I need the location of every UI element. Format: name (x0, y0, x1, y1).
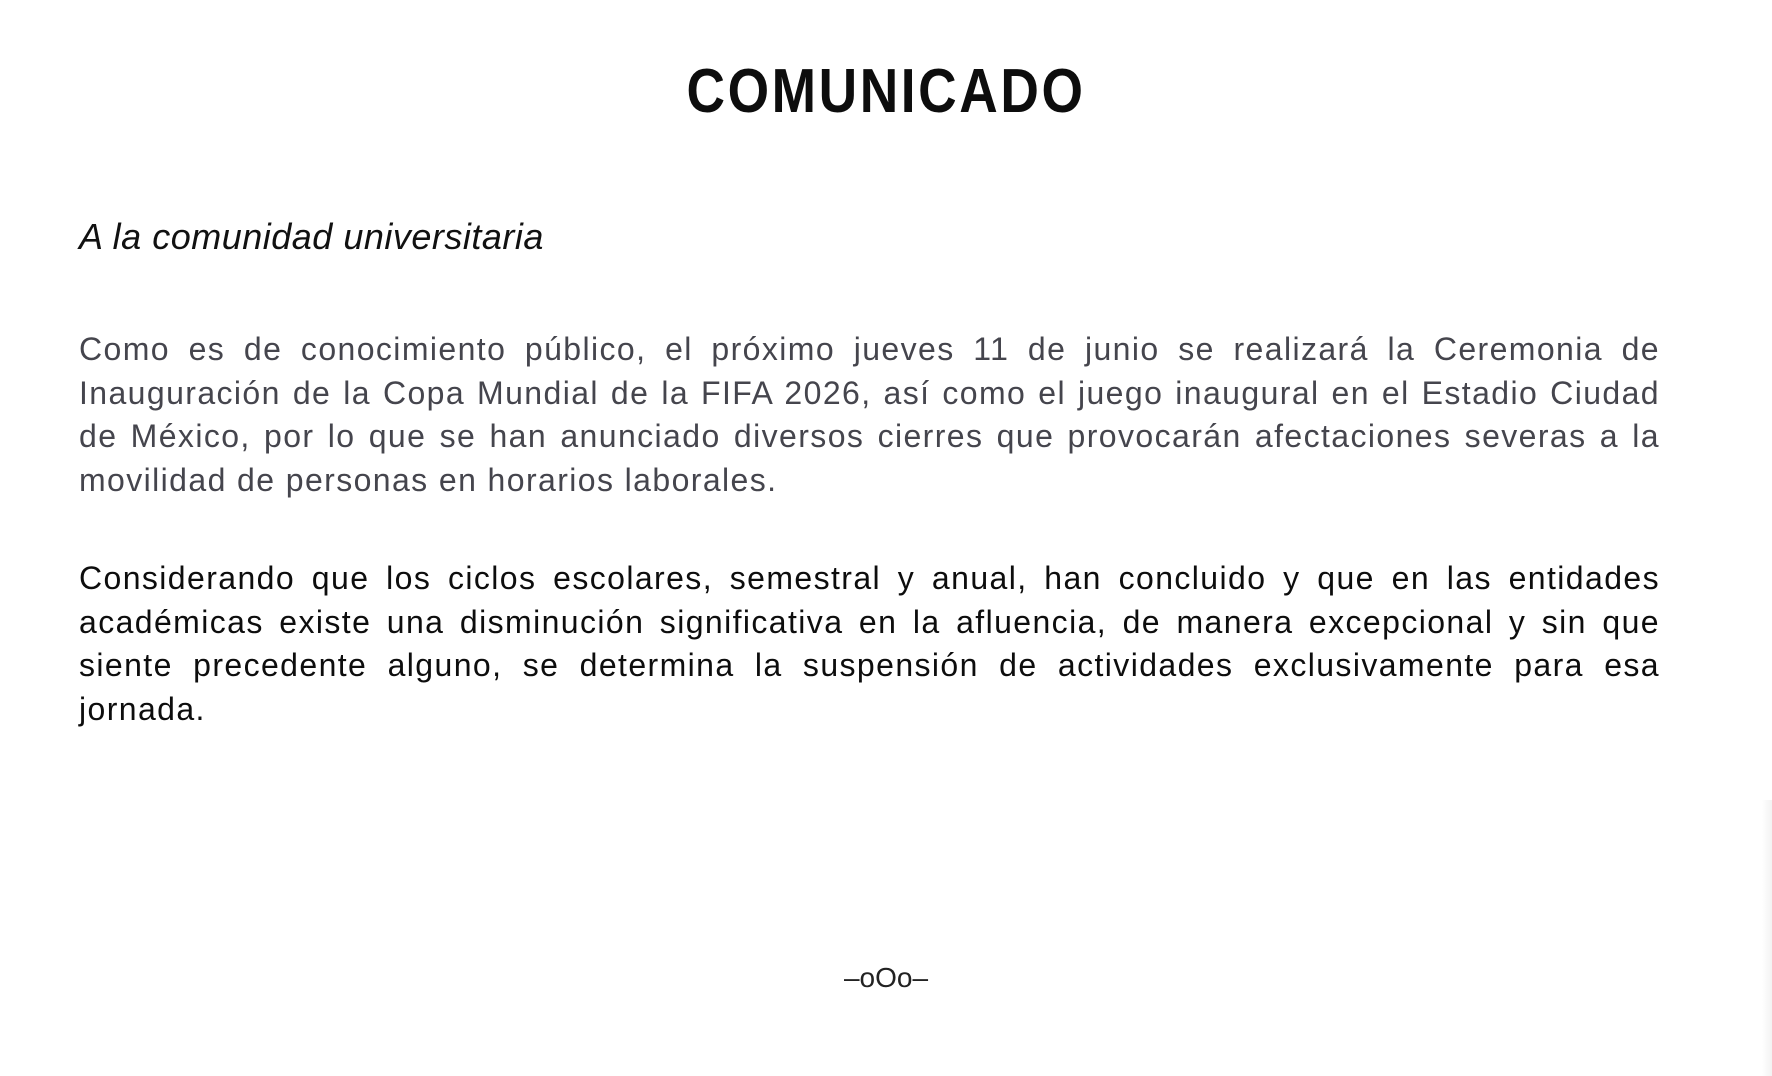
paragraph-announcement: Como es de conocimiento público, el próximo jueves 11 de junio se realizará la Ceremonia de Inauguración de la Copa Mundial de la FIFA 2026, así como el juego inaugural en el Estadio Ciudad de México, por lo que se han anunciado diversos cierres que provocarán afectaciones severas a la movilidad de personas en horarios laborales. (79, 331, 1660, 498)
paragraph-suspension: Considerando que los ciclos escolares, semestral y anual, han concluido y que en las entidades académicas existe una disminución significativa en la afluencia, de manera excepcional y sin que siente precedente alguno, se determina la suspensión de actividades exclusivamente para esa jornada. (79, 560, 1660, 727)
salutation: A la comunidad universitaria (79, 216, 544, 257)
page-title: COMUNICADO (686, 57, 1086, 126)
page-edge-shadow (1762, 800, 1772, 1076)
end-separator: –oOo– (843, 962, 929, 993)
